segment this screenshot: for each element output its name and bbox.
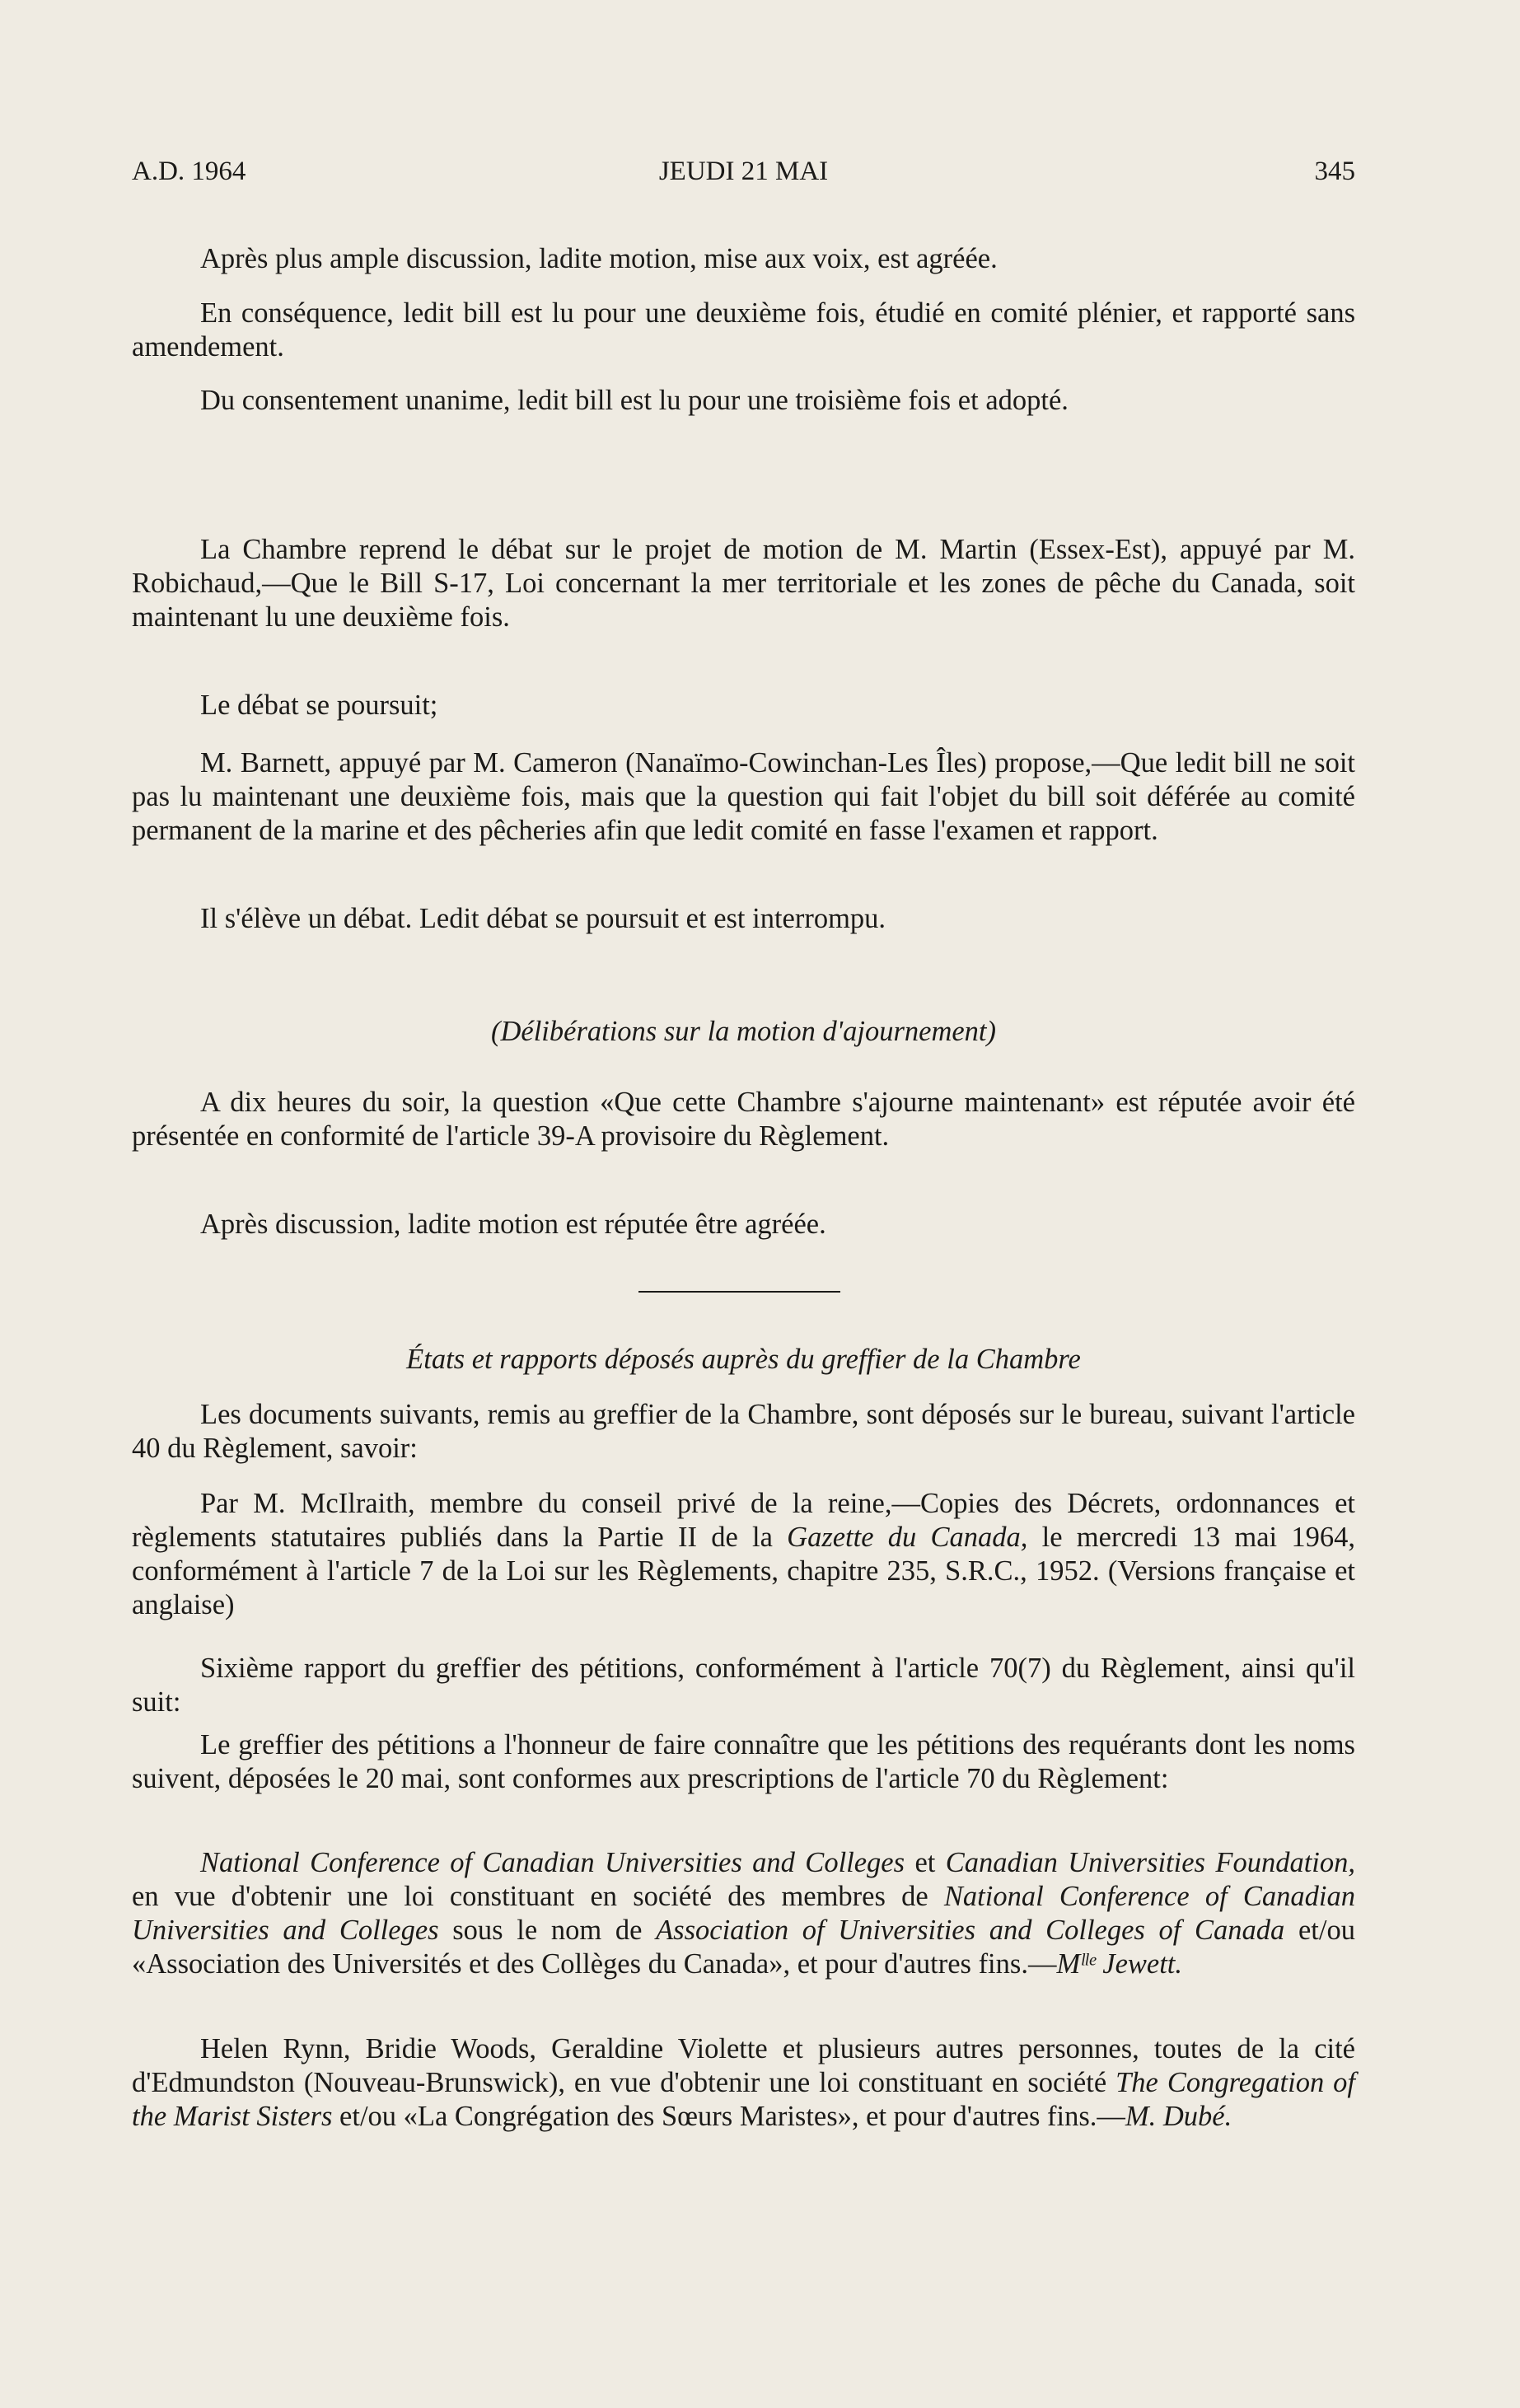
paragraph-sixth-report: Sixième rapport du greffier des pétitions, conformément à l'article 70(7) du Règlement, ainsi qu'il suit: [132,1653,1355,1718]
paragraph-petition-universities: National Conference of Canadian Universities and Colleges et Canadian Universities Foundation, en vue d'obtenir une loi constituant en société des membres de National Conference of Canadian Universities and Colleges sous le nom de Association of Universities and Colleges of Canada et/ou «Association des Universités et des Collèges du Canada», et pour d'autres fins.—Mˡˡᵉ Jewett. [132,1847,1355,1980]
paragraph-third-reading: Du consentement unanime, ledit bill est lu pour une troisième fois et adopté. [200,385,1069,416]
paragraph-petition-marist-sisters: Helen Rynn, Bridie Woods, Geraldine Violette et plusieurs autres personnes, toutes de la cité d'Edmundston (Nouveau-Brunswick), en vue d'obtenir une loi constituant en société The Congregation of the Marist Sisters et/ou «La Congrégation des Sœurs Maristes», et pour d'autres fins.—M. Dubé. [132,2033,1355,2132]
running-header [132,157,1355,198]
paragraph-debate-resumed: La Chambre reprend le débat sur le projet de motion de M. Martin (Essex-Est), appuyé par M. Robichaud,—Que le Bill S-17, Loi concernant la mer territoriale et les zones de pêche du Canada, soit maintenant lu une deuxième fois. [132,534,1355,633]
paragraph-debate-continues: Le débat se poursuit; [200,690,438,721]
section-divider [638,1291,840,1293]
paragraph-petitions-conform: Le greffier des pétitions a l'honneur de faire connaître que les pétitions des requérants dont les noms suivent, déposées le 20 mai, sont conformes aux prescriptions de l'article 70 du Règlement: [132,1729,1355,1794]
page-number: 345 [1314,157,1355,186]
header-date: JEUDI 21 MAI [658,157,829,186]
paragraph-motion-agreed: Après plus ample discussion, ladite motion, mise aux voix, est agréée. [200,243,998,274]
paragraph-motion-deemed-agreed: Après discussion, ladite motion est réputée être agréée. [200,1209,826,1240]
paragraph-documents-tabled: Les documents suivants, remis au greffier de la Chambre, sont déposés sur le bureau, suivant l'article 40 du Règlement, savoir: [132,1399,1355,1464]
paragraph-second-reading: En conséquence, ledit bill est lu pour une deuxième fois, étudié en comité plénier, et rapporté sans amendement. [132,297,1355,362]
section-heading-adjournment: (Délibérations sur la motion d'ajournement) [491,1016,996,1047]
paragraph-debate-interrupted: Il s'élève un débat. Ledit débat se poursuit et est interrompu. [200,903,886,934]
section-heading-reports: États et rapports déposés auprès du greffier de la Chambre [406,1344,1081,1375]
paragraph-amendment-motion: M. Barnett, appuyé par M. Cameron (Nanaïmo-Cowinchan-Les Îles) propose,—Que ledit bill ne soit pas lu maintenant une deuxième fois, mais que la question qui fait l'objet du bill soit déférée au comité permanent de la marine et des pêcheries afin que ledit comité en fasse l'examen et rapport. [132,747,1355,846]
paragraph-mcilraith-copies: Par M. McIlraith, membre du conseil privé de la reine,—Copies des Décrets, ordonnances et règlements statutaires publiés dans la Partie II de la Gazette du Canada, le mercredi 13 mai 1964, conformément à l'article 7 de la Loi sur les Règlements, chapitre 235, S.R.C., 1952. (Versions française et anglaise) [132,1488,1355,1620]
header-year: A.D. 1964 [132,157,246,186]
paragraph-adjournment-question: A dix heures du soir, la question «Que cette Chambre s'ajourne maintenant» est réputée avoir été présentée en conformité de l'article 39-A provisoire du Règlement. [132,1087,1355,1152]
